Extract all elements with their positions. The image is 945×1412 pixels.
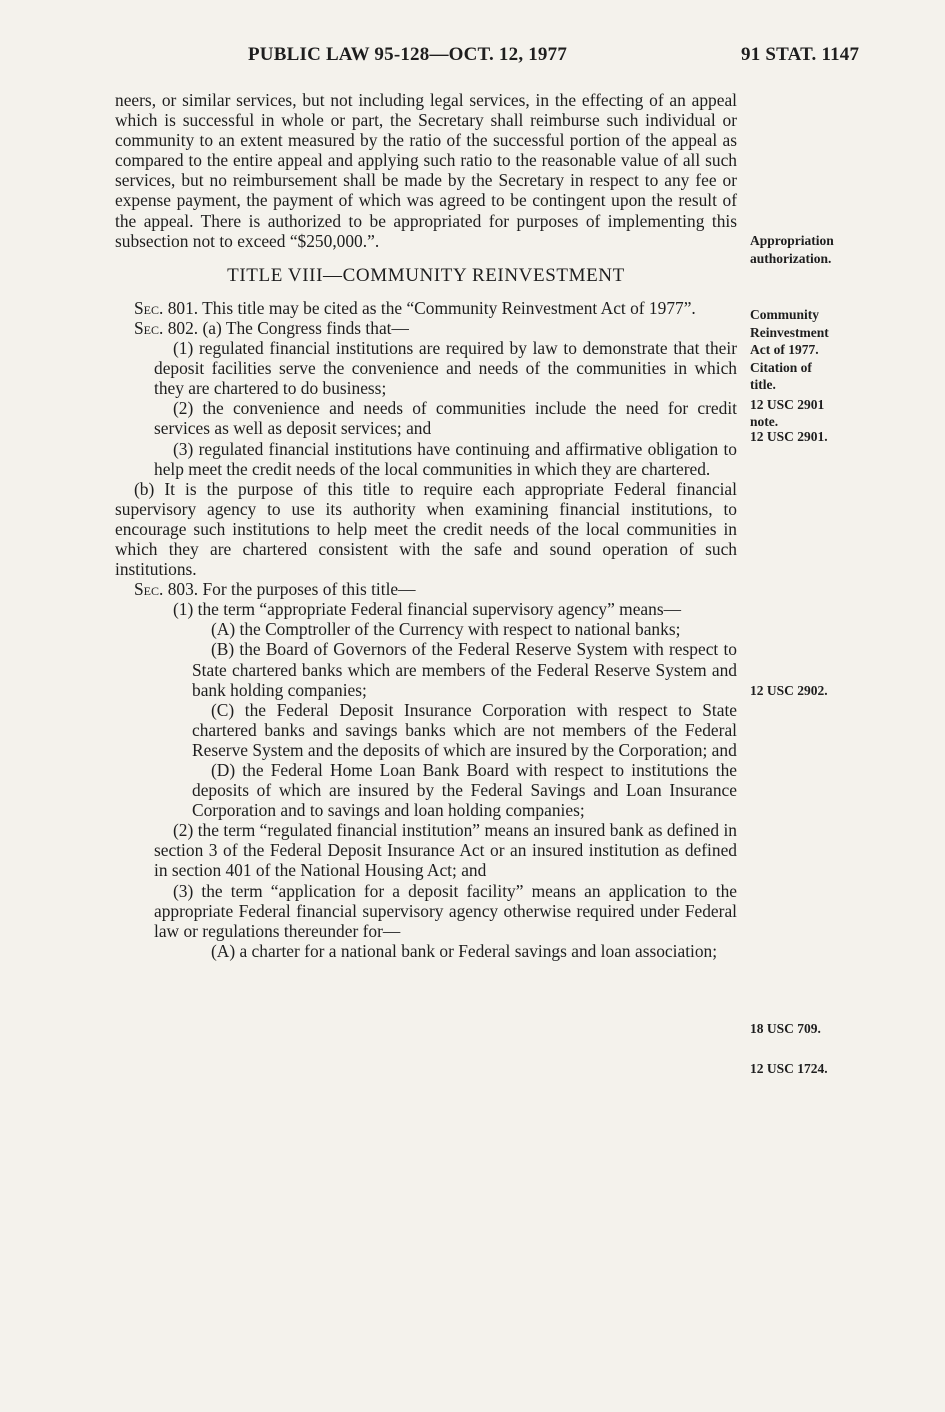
margin-note-cra-citation <box>750 306 900 431</box>
body-text <box>115 90 737 961</box>
section-803-1B: (B) the Board of Governors of the Federal Reserve System with respect to State chartered banks which are members of the Federal Reserve System and bank holding companies; <box>192 639 737 700</box>
running-head-law: PUBLIC LAW 95-128—OCT. 12, 1977 <box>248 44 568 65</box>
margin-note-line: Appropriation <box>750 233 834 248</box>
margin-note-line: authorization. <box>750 250 832 266</box>
section-801-text: 801. This title may be cited as the “Community Reinvestment Act of 1977”. <box>163 297 696 318</box>
running-head-stat: 91 STAT. 1147 <box>741 44 860 65</box>
section-803-3A: (A) a charter for a national bank or Federal savings and loan association; <box>211 940 718 961</box>
section-803-3: (3) the term “application for a deposit facility” means an application to the appropriate Federal financial supervisory agency otherwise required under Federal law or regulations thereunder for— <box>154 880 737 941</box>
margin-note-line: Citation of <box>750 359 812 375</box>
section-803-1A: (A) the Comptroller of the Currency with respect to national banks; <box>211 619 681 640</box>
margin-note-line: title. <box>750 377 776 392</box>
section-803 <box>115 579 737 599</box>
margin-note-usc-709: 18 USC 709. <box>750 1021 821 1036</box>
margin-note-line: 12 USC 2901 <box>750 396 825 412</box>
section-801 <box>115 298 737 318</box>
title-heading: TITLE VIII—COMMUNITY REINVESTMENT <box>227 264 625 286</box>
section-803-1: (1) the term “appropriate Federal financial supervisory agency” means— <box>173 599 681 620</box>
section-802-a2: (2) the convenience and needs of communities include the need for credit services as well as deposit services; and <box>154 398 737 439</box>
margin-note-line: Reinvestment <box>750 324 829 340</box>
margin-note-line: Community <box>750 307 820 322</box>
section-802 <box>115 318 737 338</box>
margin-note-usc-2901: 12 USC 2901. <box>750 429 828 444</box>
section-802-a1: (1) regulated financial institutions are required by law to demonstrate that their deposit facilities serve the convenience and needs of the communities in which they are chartered to do business; <box>154 338 737 399</box>
section-803-1D: (D) the Federal Home Loan Bank Board with respect to institutions the deposits of which are insured by the Federal Savings and Loan Insurance Corporation and to savings and loan holding companies; <box>192 760 737 821</box>
section-label: Sec. <box>134 317 164 338</box>
margin-note-usc-2902: 12 USC 2902. <box>750 683 828 698</box>
margin-note-line: Act of 1977. <box>750 342 819 357</box>
section-label: Sec. <box>134 579 164 600</box>
section-802-a3: (3) regulated financial institutions have continuing and affirmative obligation to help meet the credit needs of the local communities in which they are chartered. <box>154 438 737 479</box>
section-803-2: (2) the term “regulated financial institution” means an insured bank as defined in section 3 of the Federal Deposit Insurance Act or an insured institution as defined in section 401 of the National Housing Act; and <box>154 820 737 881</box>
paragraph-continuation: neers, or similar services, but not including legal services, in the effecting of an appeal which is successful in whole or part, the Secretary shall reimburse such individual or community to an extent measured by the ratio of the successful portion of the appeal as compared to the entire appeal and applying such ratio to the reasonable value of all such services, but no reimbursement shall be made by the Secretary in respect to any fee or expense payment, the payment of which was agreed to be contingent upon the result of the appeal. There is authorized to be appropriated for purposes of implementing this subsection not to exceed “$250,000.”. <box>115 90 737 251</box>
section-label: Sec. <box>134 297 164 318</box>
margin-note-line: note. <box>750 414 779 429</box>
section-802-b: (b) It is the purpose of this title to require each appropriate Federal financial supervisory agency to use its authority when examining financial institutions, to encourage such institutions to help meet the credit needs of the local communities in which they are chartered consistent with the safe and sound operation of such institutions. <box>115 478 737 580</box>
section-803-text: 803. For the purposes of this title— <box>163 579 416 600</box>
margin-note-usc-1724: 12 USC 1724. <box>750 1061 828 1076</box>
margin-note-appropriation <box>750 232 900 267</box>
section-803-1C: (C) the Federal Deposit Insurance Corporation with respect to State chartered banks and savings banks which are not members of the Federal Reserve System and the deposits of which are insured by the Corporation; and <box>192 699 737 760</box>
section-802-text: 802. (a) The Congress finds that— <box>163 317 409 338</box>
